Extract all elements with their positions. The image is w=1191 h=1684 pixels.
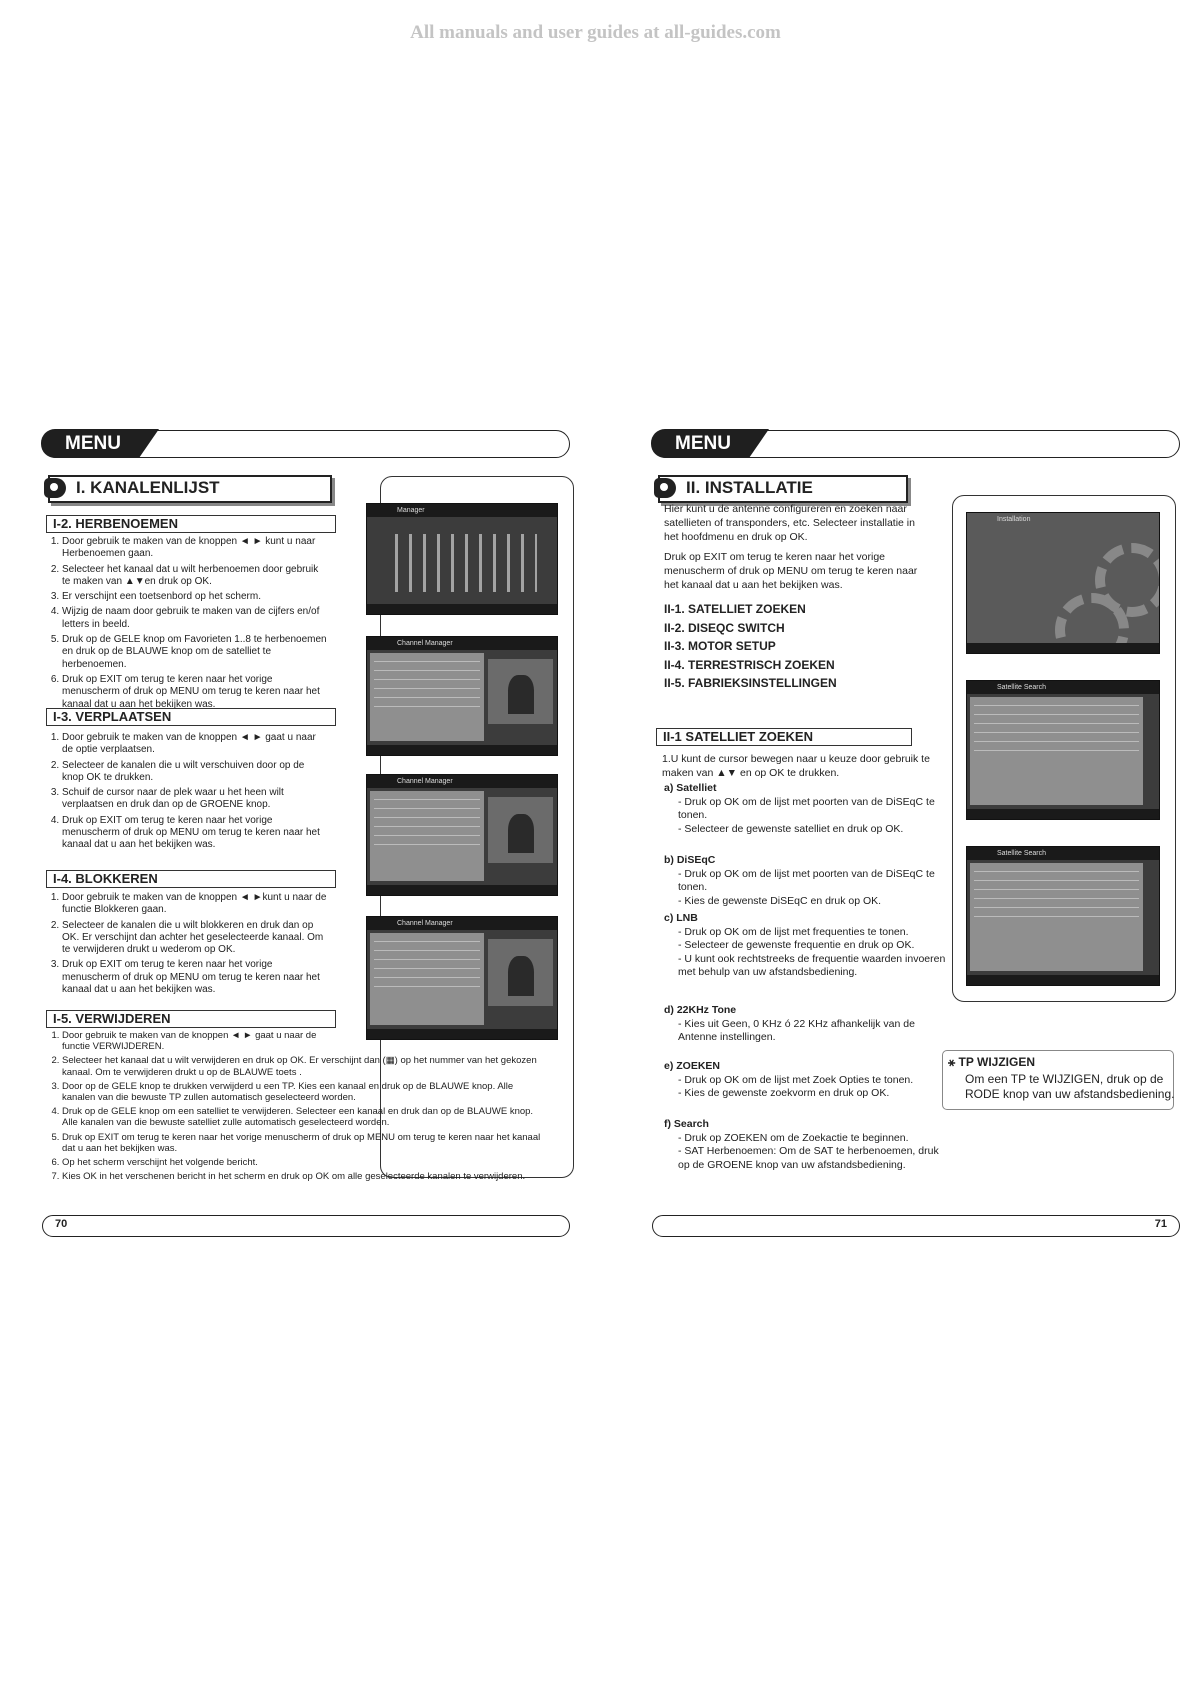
screenshot-rename: Manager: [366, 503, 558, 615]
intro-text: Hier kunt u de antenne configureren en zoeken naar satellieten of transponders, etc. Selecteer installatie in het hoofdmenu en druk op OK. Druk op EXIT om terug te keren naar het vorige menuscherm of druk op MENU om terug te keren naar het kanaal dat u aan het bekijken was.: [664, 503, 918, 591]
subsection-title: II-1 SATELLIET ZOEKEN: [656, 728, 912, 746]
section-title: II. INSTALLATIE: [686, 478, 813, 497]
option-lnb: c) LNB - Druk op OK om de lijst met frequenties te tonen. - Selecteer de gewenste frequentie en druk op OK. - U kunt ook rechtstreeks de frequentie waarden invoeren met behulp van uw afstandsbediening.: [664, 912, 946, 978]
option-zoeken: e) ZOEKEN - Druk op OK om de lijst met Zoek Opties te tonen. - Kies de gewenste zoekvorm en druk op OK.: [664, 1060, 914, 1099]
rename-steps: 1. Door gebruik te maken van de knoppen ◄ ► kunt u naar Herbenoemen gaan. 2. Selecteer het kanaal dat u wilt herbenoemen door gebruik te maken van ▲▼en druk op OK. 3. Er verschijnt een toetsenbord op het scherm. 4. Wijzig de naam door gebruik te maken van de cijfers en/of letters in beeld. 5. Druk op de GELE knop om Favorieten 1..8 te herbenoemen en druk op de BLAUWE knop om de satelliet te herbenoemen. 6. Druk op EXIT om terug te keren naar het vorige menuscherm of druk op MENU om terug te keren naar het kanaal dat u aan het bekijken was.: [48, 536, 328, 714]
subsection-title: I-5. VERWIJDEREN: [46, 1010, 336, 1028]
option-22khz: d) 22KHz Tone - Kies uit Geen, 0 KHz ó 22 KHz afhankelijk van de Antenne instellingen.: [664, 1004, 915, 1043]
tp-text: Om een TP te WIJZIGEN, druk op de RODE knop van uw afstandsbediening.: [965, 1072, 1175, 1101]
subsection-title: I-4. BLOKKEREN: [46, 870, 336, 888]
block-steps: 1. Door gebruik te maken van de knoppen ◄ ►kunt u naar de functie Blokkeren gaan. 2. Selecteer de kanalen die u wilt blokkeren en druk dan op OK. Er verschijnt dan achter het geselecteerde kanaal. Om te verwijderen drukt u wederom op OK. 3. Druk op EXIT om terug te keren naar het vorige menuscherm of druk op MENU om terug te keren naar het kanaal dat u aan het bekijken was.: [48, 892, 328, 999]
tp-wijzigen-note: [942, 1050, 1174, 1110]
link-terrestrisch-zoeken[interactable]: II-4. TERRESTRISCH ZOEKEN: [664, 657, 835, 672]
screenshot-installation: Installation: [966, 512, 1160, 654]
watermark: All manuals and user guides at all-guides.com: [410, 22, 781, 43]
delete-steps: 1. Door gebruik te maken van de knoppen ◄ ► gaat u naar de functie VERWIJDEREN. 2. Selecteer het kanaal dat u wilt verwijderen en druk op OK. Er verschijnt dan (▦) op het nummer van het gekozen kanaal. Om te verwijderen drukt u op de BLAUWE toets . 3. Door op de GELE knop te drukken verwijderd u een TP. Kies een kanaal en druk op de BLAUWE knop. Alle kanalen van die bewuste TP zullen automatisch geselecteerd worden. 4. Druk op de GELE knop om een satelliet te verwijderen. Selecteer een kanaal en druk dan op de BLAUWE knop. Alle kanalen van die bewuste satelliet zulle automatisch geselecteerd worden. 5. Druk op EXIT om terug te keren naar het vorige menuscherm of druk op MENU om terug te keren naar het kanaal dat u aan het bekijken was. 6. Op het scherm verschijnt het volgende bericht. 7. Kies OK in het verschenen bericht in het scherm en druk op OK om alle geselecteerde kanalen te verwijderen.: [48, 1030, 548, 1185]
pointing-hand-icon: [654, 478, 676, 498]
link-fabrieksinstellingen[interactable]: II-5. FABRIEKSINSTELLINGEN: [664, 676, 837, 690]
screenshot-channel-manager: Channel Manager: [366, 774, 558, 896]
screenshot-channel-manager: Channel Manager: [366, 916, 558, 1040]
option-diseqc: b) DiSEqC - Druk op OK om de lijst met poorten van de DiSEqC te tonen. - Kies de gewenste DiSEqC en druk op OK.: [664, 854, 935, 907]
install-menu-list: [664, 600, 924, 693]
subsection-title: I-3. VERPLAATSEN: [46, 708, 336, 726]
screenshot-satellite-search: Satellite Search: [966, 680, 1160, 820]
left-page: [42, 430, 572, 1240]
menu-label: MENU: [65, 433, 121, 454]
tp-title: TP WIJZIGEN: [958, 1055, 1035, 1069]
screenshot-channel-manager: Channel Manager: [366, 636, 558, 756]
link-motor-setup[interactable]: II-3. MOTOR SETUP: [664, 639, 776, 653]
menu-header-bar: [42, 430, 570, 458]
right-page: [652, 430, 1182, 1240]
option-search: f) Search - Druk op ZOEKEN om de Zoekactie te beginnen. - SAT Herbenoemen: Om de SAT te herbenoemen, druk op de GROENE knop van uw afstandsbediening.: [664, 1118, 939, 1171]
screenshot-satellite-search: Satellite Search: [966, 846, 1160, 986]
page-number: 70: [55, 1218, 68, 1230]
section-title: I. KANALENLIJST: [76, 478, 220, 497]
option-satelliet: a) Satelliet - Druk op OK om de lijst met poorten van de DiSEqC te tonen. - Selecteer de gewenste satelliet en druk op OK.: [664, 782, 935, 835]
page-footer: [42, 1215, 570, 1237]
menu-label: MENU: [675, 433, 731, 454]
section-header: [48, 475, 332, 503]
move-steps: 1. Door gebruik te maken van de knoppen ◄ ► gaat u naar de optie verplaatsen. 2. Selecteer de kanalen die u wilt verschuiven door op de knop OK te drukken. 3. Schuif de cursor naar de plek waar u het heen wilt verplaatsen en druk dan op de GROENE knop. 4. Druk op EXIT om terug te keren naar het vorige menuscherm of druk op MENU om terug te keren naar het kanaal dat u aan het bekijken was.: [48, 732, 328, 855]
link-satelliet-zoeken[interactable]: II-1. SATELLIET ZOEKEN: [664, 602, 806, 616]
asterisk-icon: ⚹: [948, 1055, 959, 1069]
link-diseqc-switch[interactable]: II-2. DISEQC SWITCH: [664, 620, 785, 635]
section-header: [658, 475, 908, 503]
pointing-hand-icon: [44, 478, 66, 498]
subsection-title: I-2. HERBENOEMEN: [46, 515, 336, 533]
page-number: 71: [1154, 1218, 1167, 1230]
menu-header-bar: [652, 430, 1180, 458]
page-footer: [652, 1215, 1180, 1237]
sat-intro: 1.U kunt de cursor bewegen naar u keuze door gebruik te maken van ▲▼ en op OK te drukken.: [662, 753, 930, 779]
